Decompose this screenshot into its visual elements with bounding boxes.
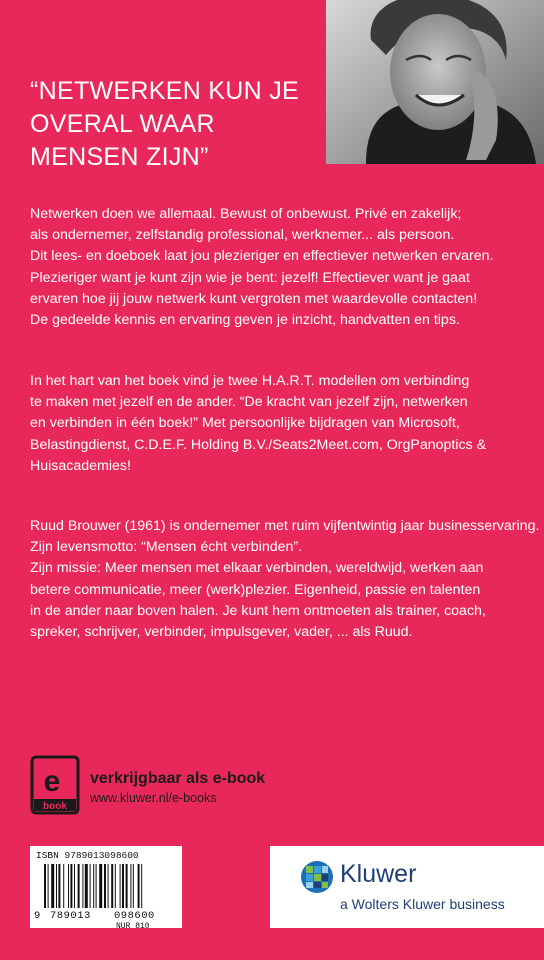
- text-line: in de ander naar boven halen. Je kunt hem ontmoeten als trainer, coach,: [30, 602, 486, 619]
- ean-left-digits: 789013: [50, 910, 91, 922]
- barcode-bars-icon: [44, 864, 176, 908]
- text-line: Plezieriger want je kunt zijn wie je bent: jezelf! Effectiever want je gaat: [30, 269, 470, 286]
- quote-line: “NETWERKEN KUN JE: [30, 77, 300, 105]
- author-bio-paragraph: [30, 516, 540, 643]
- text-line: In het hart van het boek vind je twee H.A.R.T. modellen om verbinding: [30, 373, 470, 389]
- text-line: Zijn missie: Meer mensen met elkaar verbinden, wereldwijd, werken aan: [30, 560, 484, 577]
- publisher-name: Kluwer: [340, 860, 417, 888]
- text-line: te maken met jezelf en de ander. “De kracht van jezelf zijn, netwerken: [30, 394, 468, 411]
- nur-code: NUR 810: [116, 922, 150, 931]
- text-line: Ruud Brouwer (1961) is ondernemer met ruim vijfentwintig jaar businesservaring.: [30, 518, 540, 534]
- publisher-tagline: a Wolters Kluwer business: [340, 896, 505, 912]
- ebook-url: www.kluwer.nl/e-books: [90, 791, 217, 805]
- author-portrait-image: [326, 0, 544, 164]
- text-line: Dit lees- en doeboek laat jou plezieriger en effectiever netwerken ervaren.: [30, 248, 494, 265]
- ebook-logo-icon: [30, 755, 82, 817]
- text-line: betere communicatie, meer (werk)plezier. Eigenheid, passie en talenten: [30, 581, 481, 598]
- text-line: De gedeelde kennis en ervaring geven je inzicht, handvatten en tips.: [30, 312, 460, 329]
- isbn-barcode: [30, 846, 182, 931]
- ean-first-digit: 9: [34, 910, 41, 922]
- intro-paragraph: [30, 204, 530, 331]
- text-line: Netwerken doen we allemaal. Bewust of onbewust. Privé en zakelijk;: [30, 206, 462, 222]
- text-line: Zijn levensmotto: “Mensen écht verbinden”.: [30, 539, 303, 556]
- ebook-logo-word: book: [43, 801, 67, 812]
- quote-line: OVERAL WAAR: [30, 110, 215, 138]
- text-line: ervaren hoe jij jouw netwerk kunt vergroten met waardevolle contacten!: [30, 290, 478, 307]
- isbn-label: ISBN 9789013098600: [36, 850, 139, 861]
- ebook-label: verkrijgbaar als e-book: [90, 770, 266, 787]
- publisher-logo-box: [270, 846, 544, 928]
- models-paragraph: [30, 371, 530, 477]
- headline-quote: [30, 75, 320, 174]
- text-line: spreker, schrijver, verbinder, impulsgever, vader, ... als Ruud.: [30, 624, 413, 641]
- author-photo: [326, 0, 544, 164]
- text-line: als ondernemer, zelfstandig professional, werknemer... als persoon.: [30, 227, 455, 244]
- kluwer-globe-icon: [300, 860, 334, 894]
- ebook-availability: [90, 770, 265, 805]
- quote-line: MENSEN ZIJN”: [30, 143, 209, 171]
- ebook-logo-letter: e: [43, 765, 61, 798]
- text-line: Belastingdienst, C.D.E.F. Holding B.V./Seats2Meet.com, OrgPanoptics &: [30, 436, 487, 453]
- ean-right-digits: 098600: [114, 910, 155, 922]
- text-line: en verbinden in één boek!” Met persoonlijke bijdragen van Microsoft,: [30, 415, 460, 432]
- text-line: Huisacademies!: [30, 457, 131, 474]
